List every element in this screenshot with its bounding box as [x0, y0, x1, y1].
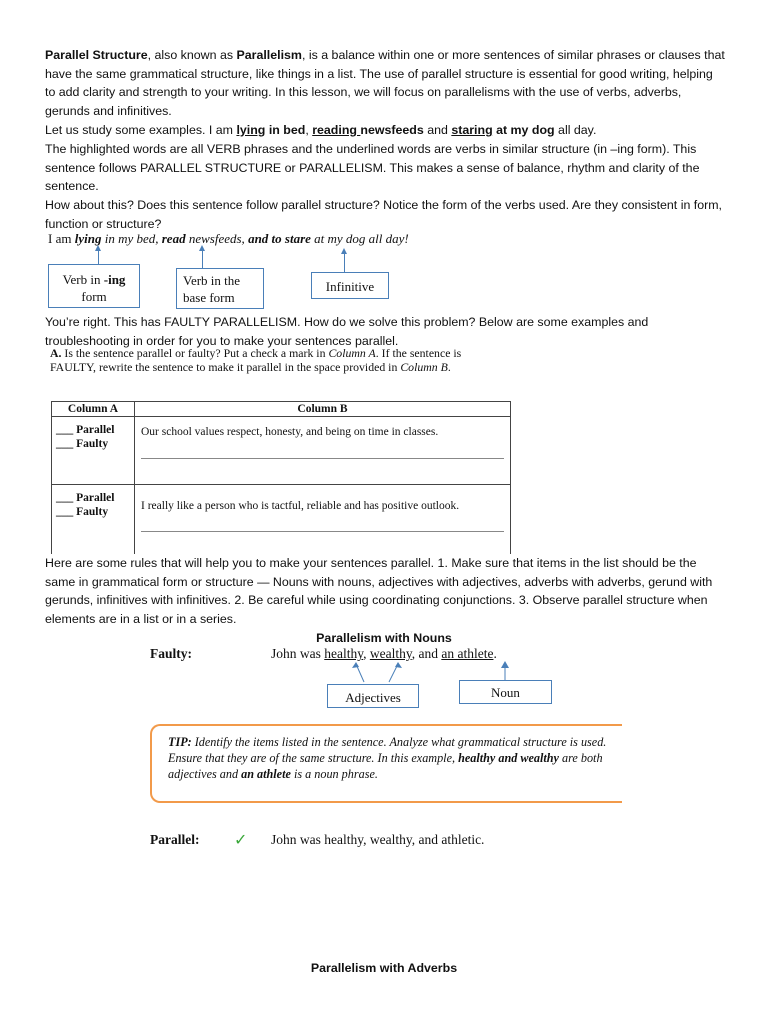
rules-paragraph: Here are some rules that will help you to make your sentences parallel. 1. Make sure that items in the list should be the same in grammatical form or structure — Nouns with nouns, adjectives with adjectives, adverbs with adverbs, gerund with gerunds, infinitives with infinitives. 2. Be careful while using coordinating conjunctions. 3. Observe parallel structure when elements are in a list or in a series.: [45, 554, 725, 628]
section-heading-nouns: Parallelism with Nouns: [316, 631, 452, 645]
checkmark-icon: ✓: [234, 832, 248, 849]
term-parallelism: Parallelism: [236, 48, 302, 62]
parallel-noun-sentence: John was healthy, wealthy, and athletic.: [271, 832, 485, 847]
box-infinitive: Infinitive: [311, 272, 389, 299]
intro-paragraph: Parallel Structure, also known as Parallelism, is a balance within one or more sentences of similar phrases or clauses that have the same grammatical structure, like things in a list. The use of parallel structure is essential for good writing, helping to add clarity and strength to your writing. In this lesson, we will focus on parallelisms with the use of verbs, adverbs, gerunds and infinitives.: [45, 48, 725, 118]
term-parallel-structure: Parallel Structure: [45, 48, 148, 62]
arrowhead-icon: [352, 662, 359, 668]
worksheet-instruction: A. Is the sentence parallel or faulty? Put a check a mark in Column A. If the sentence is FAULTY, rewrite the sentence to make it parallel in the space provided in Column B.: [50, 346, 462, 374]
sentence-text: Our school values respect, honesty, and being on time in classes.: [141, 426, 439, 438]
faulty-noun-sentence: John was healthy, wealthy, and an athlete.: [271, 646, 497, 661]
box-verb-ing: Verb in -ing form: [48, 264, 140, 308]
question-paragraph: How about this? Does this sentence follow parallel structure? Notice the form of the verbs used. Are they consistent in form, function or structure?: [45, 198, 723, 231]
column-b-header: Column B: [135, 402, 511, 417]
box-adjectives: Adjectives: [327, 684, 419, 708]
faulty-option[interactable]: ___ Faulty: [56, 438, 109, 450]
arrowhead-icon: [395, 662, 402, 668]
sentence-text: I really like a person who is tactful, reliable and has positive outlook.: [141, 500, 460, 512]
box-verb-base: Verb in the base form: [176, 268, 264, 309]
section-heading-adverbs: Parallelism with Adverbs: [310, 961, 458, 975]
faulty-example-sentence: I am lying in my bed, read newsfeeds, and to stare at my dog all day!: [48, 231, 409, 246]
arrowhead-icon: [501, 661, 509, 668]
tip-text: TIP: Identify the items listed in the sentence. Analyze what grammatical structure is used. Ensure that they are of the same structure. In this example, healthy and wealthy are both adjectives and an athlete is a noun phrase.: [168, 735, 607, 781]
highlight-paragraph: The highlighted words are all VERB phrases and the underlined words are verbs in similar structure (in –ing form). This sentence follows PARALLEL STRUCTURE or PARALLELISM. This makes a sense of balance, rhythm and clarity of the sentence.: [45, 142, 700, 194]
column-a-header: Column A: [52, 402, 135, 417]
parallel-label: Parallel:: [150, 832, 200, 847]
box-noun: Noun: [459, 680, 552, 704]
example-paragraph: Let us study some examples. I am lying in bed, reading newsfeeds and staring at my dog all day.: [45, 123, 597, 137]
faulty-label: Faulty:: [150, 646, 192, 661]
parallel-option[interactable]: ___ Parallel: [56, 492, 115, 504]
parallel-option[interactable]: ___ Parallel: [56, 424, 115, 436]
faulty-explanation-paragraph: You’re right. This has FAULTY PARALLELISM. How do we solve this problem? Below are some examples and troubleshooting in order for you to make your sentences parallel.: [45, 315, 649, 348]
faulty-option[interactable]: ___ Faulty: [56, 506, 109, 518]
